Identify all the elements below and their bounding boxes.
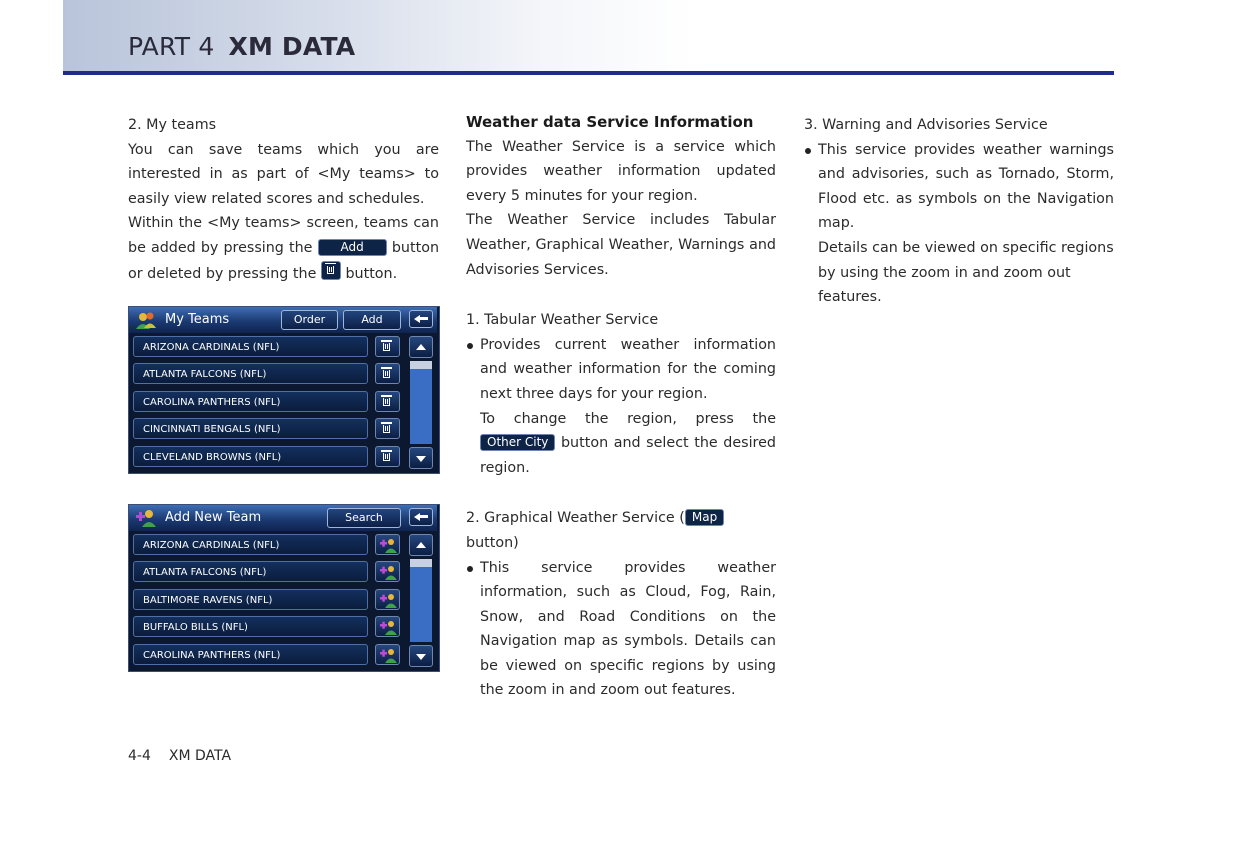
- scroll-thumb[interactable]: [410, 559, 432, 567]
- graphical-heading-b: button): [466, 534, 519, 551]
- page-number: 4-4: [128, 748, 151, 764]
- add-team-icon-button[interactable]: [375, 589, 400, 610]
- delete-trash-icon[interactable]: [375, 418, 400, 439]
- team-row[interactable]: ATLANTA FALCONS (NFL): [133, 363, 368, 384]
- my-teams-screen: [128, 306, 440, 474]
- add-team-icon-button[interactable]: [375, 561, 400, 582]
- column-warnings: [804, 113, 1114, 310]
- back-arrow-icon[interactable]: [409, 508, 433, 526]
- scrollbar[interactable]: [409, 534, 433, 667]
- footer-section: XM DATA: [168, 748, 232, 764]
- my-teams-titlebar: [129, 307, 437, 333]
- page-footer: [128, 748, 231, 764]
- add-team-icon: [380, 619, 397, 635]
- part-label: PART 4: [128, 32, 215, 61]
- column-weather: [466, 110, 776, 703]
- scroll-down-icon[interactable]: [409, 645, 433, 667]
- team-row[interactable]: BALTIMORE RAVENS (NFL): [133, 589, 368, 610]
- header-rule: [63, 71, 1114, 75]
- tabular-note-b: button and select the desired region.: [480, 435, 776, 476]
- my-teams-heading: 2. My teams: [128, 117, 217, 133]
- other-city-button: Other City: [480, 434, 555, 451]
- add-team-titlebar: [129, 505, 437, 531]
- add-team-icon: [380, 564, 397, 580]
- tabular-note: [466, 407, 776, 481]
- add-team-icon-button[interactable]: [375, 644, 400, 665]
- scroll-up-icon[interactable]: [409, 534, 433, 556]
- section-title: XM DATA: [228, 32, 356, 61]
- map-button: Map: [685, 509, 724, 526]
- instr-text-c: button.: [345, 265, 398, 282]
- my-teams-title: My Teams: [165, 312, 230, 327]
- search-button[interactable]: Search: [327, 508, 401, 528]
- team-row[interactable]: ATLANTA FALCONS (NFL): [133, 561, 368, 582]
- add-team-icon-button[interactable]: [375, 616, 400, 637]
- add-button[interactable]: Add: [343, 310, 401, 330]
- delete-trash-icon[interactable]: [375, 446, 400, 467]
- team-row[interactable]: ARIZONA CARDINALS (NFL): [133, 534, 368, 555]
- instr-text-a: Within the <My teams> screen, teams can be added by pressing the: [128, 215, 439, 256]
- trash-icon: [321, 261, 341, 280]
- my-teams-instructions: [128, 211, 439, 286]
- add-team-icon: [135, 508, 157, 528]
- team-row[interactable]: CINCINNATI BENGALS (NFL): [133, 418, 368, 439]
- warnings-heading: 3. Warning and Advisories Service: [804, 117, 1048, 133]
- team-row[interactable]: CLEVELAND BROWNS (NFL): [133, 446, 368, 467]
- column-my-teams: [128, 113, 439, 286]
- delete-trash-icon[interactable]: [375, 391, 400, 412]
- add-inline-button: Add: [318, 239, 387, 256]
- tabular-bullet: Provides current weather information and weather information for the coming next three days for your region.: [466, 333, 776, 407]
- scroll-track[interactable]: [410, 559, 432, 642]
- team-row[interactable]: BUFFALO BILLS (NFL): [133, 616, 368, 637]
- warnings-note: Details can be viewed on specific regions by using the zoom in and zoom out features.: [818, 239, 1114, 306]
- add-team-title: Add New Team: [165, 510, 262, 525]
- graphical-heading-a: 2. Graphical Weather Service (: [466, 510, 685, 527]
- scroll-thumb[interactable]: [410, 361, 432, 369]
- add-team-icon: [380, 647, 397, 663]
- scroll-down-icon[interactable]: [409, 447, 433, 469]
- weather-services: The Weather Service includes Tabular Weather, Graphical Weather, Warnings and Advisories Services.: [466, 212, 776, 278]
- weather-heading: Weather data Service Information: [466, 113, 754, 131]
- my-teams-paragraph: You can save teams which you are interested in as part of <My teams> to easily view related scores and schedules.: [128, 141, 439, 207]
- tabular-heading: 1. Tabular Weather Service: [466, 312, 659, 329]
- page-title: [128, 32, 355, 61]
- delete-trash-icon[interactable]: [375, 336, 400, 357]
- add-new-team-screen: [128, 504, 440, 672]
- order-button[interactable]: Order: [281, 310, 338, 330]
- tabular-note-a: To change the region, press the: [480, 410, 776, 427]
- team-icon: [135, 310, 157, 330]
- weather-intro: The Weather Service is a service which provides weather information updated every 5 minutes for your region.: [466, 138, 776, 204]
- graphical-bullet: This service provides weather information, such as Cloud, Fog, Rain, Snow, and Road Conditions on the Navigation map as symbols. Details can be viewed on specific regions by using the zoom in and zoom out features.: [466, 556, 776, 704]
- add-team-icon: [380, 537, 397, 553]
- scroll-up-icon[interactable]: [409, 336, 433, 358]
- team-row[interactable]: ARIZONA CARDINALS (NFL): [133, 336, 368, 357]
- delete-trash-icon[interactable]: [375, 363, 400, 384]
- scrollbar[interactable]: [409, 336, 433, 469]
- warnings-bullet: This service provides weather warnings and advisories, such as Tornado, Storm, Flood etc. as symbols on the Navigation map.: [804, 138, 1114, 236]
- team-row[interactable]: CAROLINA PANTHERS (NFL): [133, 644, 368, 665]
- graphical-heading: [466, 506, 776, 555]
- scroll-track[interactable]: [410, 361, 432, 444]
- back-arrow-icon[interactable]: [409, 310, 433, 328]
- add-team-icon: [380, 592, 397, 608]
- add-team-icon-button[interactable]: [375, 534, 400, 555]
- team-row[interactable]: CAROLINA PANTHERS (NFL): [133, 391, 368, 412]
- instr-text-b: button or deleted by pressing the: [128, 239, 440, 282]
